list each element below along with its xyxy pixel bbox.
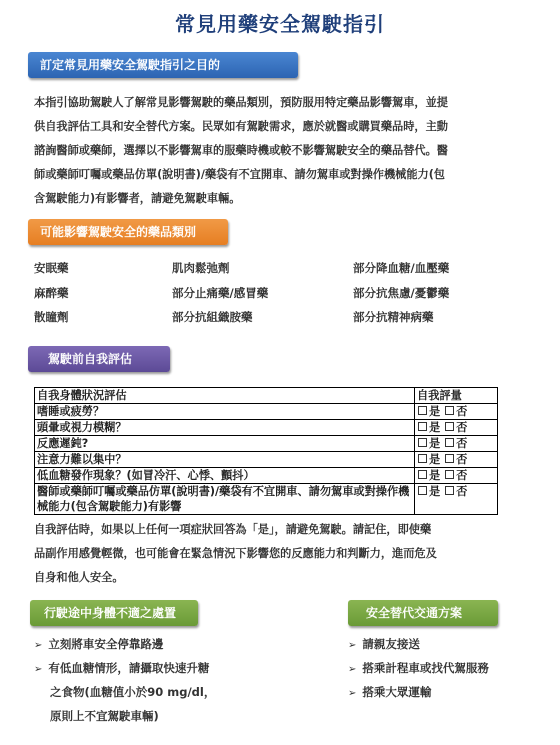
- checkbox-yes[interactable]: [418, 438, 427, 447]
- assessment-table: [34, 387, 498, 515]
- yes-label: 是: [429, 405, 441, 418]
- yes-no-cell: [415, 436, 498, 452]
- checkbox-no[interactable]: [445, 406, 454, 415]
- drug-item: 部分止痛藥/感冒藥: [172, 286, 269, 300]
- no-label: 否: [456, 469, 468, 482]
- note-line: 自身和他人安全。: [34, 571, 124, 584]
- yes-label: 是: [429, 421, 441, 434]
- table-row: [35, 404, 498, 420]
- alternative-item: [348, 680, 431, 706]
- table-header-row: [35, 388, 498, 404]
- condition-cell: 嗜睡或疲勞？: [35, 404, 415, 420]
- condition-cell: 反應遲鈍?: [35, 436, 415, 452]
- yes-no-cell: [415, 484, 498, 515]
- arrow-bullet-icon: ➢: [348, 640, 357, 651]
- discomfort-item: [34, 632, 163, 658]
- yes-no-cell: [415, 420, 498, 436]
- checkbox-no[interactable]: [445, 486, 454, 495]
- table-row: [35, 468, 498, 484]
- purpose-line: 本指引協助駕駛人了解常見影響駕駛的藥品類別，預防服用特定藥品影響駕車，並提: [34, 96, 448, 109]
- purpose-paragraph: [34, 91, 526, 211]
- alternative-item-text: 搭乘計程車或找代駕服務: [362, 661, 489, 675]
- condition-cell: 頭暈或視力模糊？: [35, 420, 415, 436]
- discomfort-continuation: 原則上不宜駕駛車輛): [50, 709, 159, 723]
- purpose-line: 供自我評估工具和安全替代方案。民眾如有駕駛需求，應於就醫或購買藥品時，主動: [34, 120, 448, 133]
- note-line: 品副作用感覺輕微，也可能會在緊急情況下影響您的反應能力和判斷力，進而危及: [34, 547, 437, 560]
- no-label: 否: [456, 453, 468, 466]
- table-row: [35, 420, 498, 436]
- drug-item: 部分抗焦慮/憂鬱藥: [353, 286, 450, 300]
- assessment-heading: 駕駛前自我評估: [28, 346, 170, 372]
- checkbox-yes[interactable]: [418, 486, 427, 495]
- alternatives-heading: 安全替代交通方案: [348, 600, 498, 626]
- drug-item: 肌肉鬆弛劑: [172, 261, 230, 275]
- alternative-item: [348, 632, 420, 658]
- no-label: 否: [456, 437, 468, 450]
- table-row: [35, 436, 498, 452]
- purpose-line: 諮詢醫師或藥師，選擇以不影響駕車的服藥時機或較不影響駕駛安全的藥品替代。醫: [34, 144, 448, 157]
- note-line: 自我評估時，如果以上任何一項症狀回答為「是」，請避免駕駛。請記住，即使藥: [34, 523, 432, 536]
- yes-label: 是: [429, 437, 441, 450]
- checkbox-yes[interactable]: [418, 422, 427, 431]
- yes-label: 是: [429, 485, 441, 498]
- checkbox-no[interactable]: [445, 438, 454, 447]
- condition-column-header: 自我身體狀況評估: [35, 388, 415, 404]
- yes-no-cell: [415, 404, 498, 420]
- drugs-heading: 可能影響駕駛安全的藥品類別: [28, 219, 228, 245]
- page-title: 常見用藥安全駕駛指引: [175, 12, 385, 36]
- yes-no-cell: [415, 452, 498, 468]
- arrow-bullet-icon: ➢: [348, 688, 357, 699]
- assessment-note: [34, 518, 526, 590]
- drug-item: 部分抗精神病藥: [353, 310, 434, 324]
- drug-item: 部分抗組織胺藥: [172, 310, 253, 324]
- condition-cell: 注意力難以集中？: [35, 452, 415, 468]
- discomfort-continuation: 之食物(血糖值小於90 mg/dl，: [50, 685, 216, 699]
- discomfort-item-text: 立刻將車安全停靠路邊: [48, 637, 164, 651]
- yes-no-cell: [415, 468, 498, 484]
- checkbox-yes[interactable]: [418, 470, 427, 479]
- condition-cell: 低血糖發作現象？(如冒冷汗、心悸、顫抖）: [35, 468, 415, 484]
- alternative-item-text: 請親友接送: [362, 637, 420, 651]
- arrow-bullet-icon: ➢: [34, 640, 43, 651]
- eval-column-header: 自我評量: [415, 388, 498, 404]
- checkbox-no[interactable]: [445, 422, 454, 431]
- checkbox-no[interactable]: [445, 454, 454, 463]
- discomfort-item-text: 有低血糖情形，請攝取快速升糖: [48, 661, 210, 675]
- purpose-line: 含駕駛能力)有影響者，請避免駕駛車輛。: [34, 192, 241, 205]
- discomfort-item: [34, 656, 209, 682]
- arrow-bullet-icon: ➢: [348, 664, 357, 675]
- drug-item: 部分降血糖/血壓藥: [353, 261, 450, 275]
- drug-item: 麻醉藥: [34, 286, 69, 300]
- no-label: 否: [456, 405, 468, 418]
- checkbox-yes[interactable]: [418, 406, 427, 415]
- discomfort-heading: 行駛途中身體不適之處置: [30, 600, 198, 626]
- purpose-heading: 訂定常見用藥安全駕駛指引之目的: [28, 52, 298, 78]
- checkbox-yes[interactable]: [418, 454, 427, 463]
- table-row: [35, 452, 498, 468]
- checkbox-no[interactable]: [445, 470, 454, 479]
- purpose-line: 師或藥師叮囑或藥品仿單(說明書)/藥袋有不宜開車、請勿駕車或對操作機械能力(包: [34, 168, 445, 181]
- condition-cell: 醫師或藥師叮囑或藥品仿單(說明書)/藥袋有不宜開車、請勿駕車或對操作機械能力(包含駕駛能力)有影響: [35, 484, 415, 515]
- yes-label: 是: [429, 469, 441, 482]
- table-row: [35, 484, 498, 515]
- drug-item: 散瞳劑: [34, 310, 69, 324]
- drug-item: 安眠藥: [34, 261, 69, 275]
- alternative-item-text: 搭乘大眾運輸: [362, 685, 432, 699]
- no-label: 否: [456, 421, 468, 434]
- yes-label: 是: [429, 453, 441, 466]
- alternative-item: [348, 656, 489, 682]
- arrow-bullet-icon: ➢: [34, 664, 43, 675]
- no-label: 否: [456, 485, 468, 498]
